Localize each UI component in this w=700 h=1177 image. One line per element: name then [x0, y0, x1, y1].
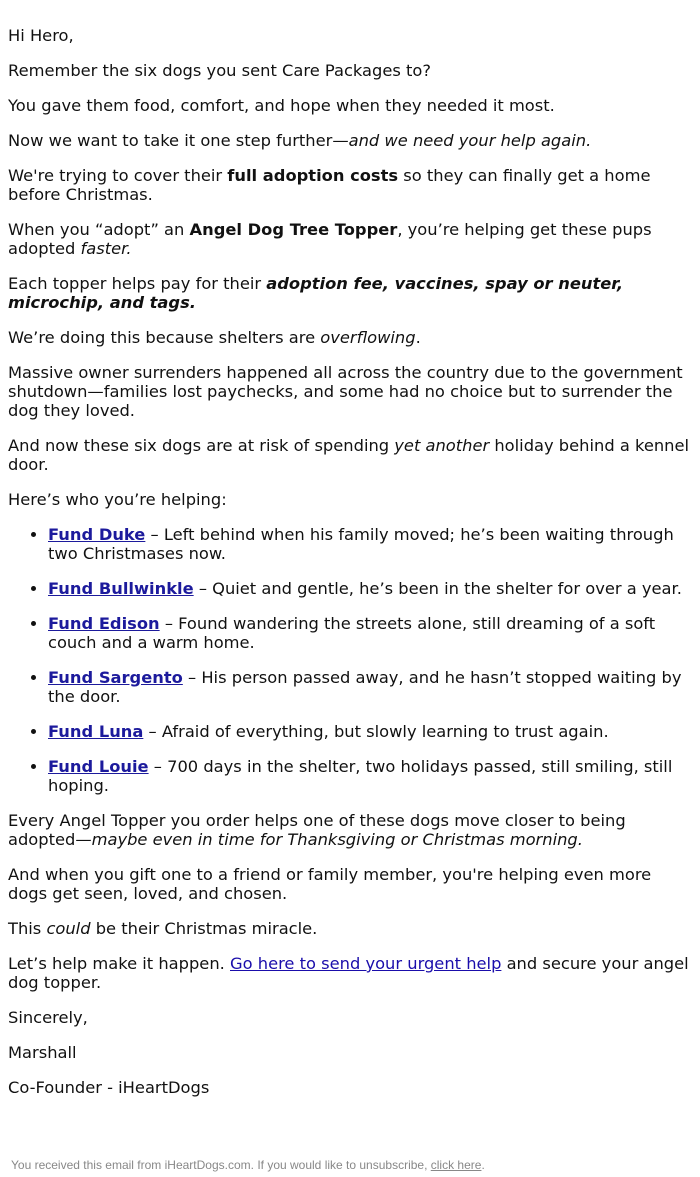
signoff: Sincerely,	[8, 1008, 88, 1027]
paragraph-andnow	[8, 436, 692, 474]
paragraph-when	[8, 220, 692, 258]
text: We’re doing this because shelters are	[8, 328, 321, 347]
emphasis: and we need your help again.	[348, 131, 592, 150]
footer-text: .	[481, 1158, 485, 1172]
text: And now these six dogs are at risk of spending	[8, 436, 395, 455]
dog-description: – Left behind when his family moved; he’s been waiting through two Christmases now.	[48, 525, 674, 563]
dog-list	[8, 525, 692, 795]
emphasis: adoption fee, vaccines, spay or neuter, microchip, and tags.	[8, 274, 624, 312]
paragraph-this	[8, 919, 692, 938]
text: Every Angel Topper you order helps one of these dogs move closer to being adopted	[8, 811, 626, 849]
unsubscribe-link[interactable]: click here	[430, 1158, 482, 1172]
text: Each topper helps pay for their	[8, 274, 267, 293]
dog-description: – 700 days in the shelter, two holidays passed, still smiling, still hoping.	[48, 757, 673, 795]
dog-description: – Found wandering the streets alone, still dreaming of a soft couch and a warm home.	[48, 614, 656, 652]
emphasis: —maybe even in time for Thanksgiving or Christmas morning.	[75, 830, 583, 849]
paragraph-every	[8, 811, 692, 849]
emphasis: faster.	[80, 239, 132, 258]
dog-description: – Quiet and gentle, he’s been in the shelter for over a year.	[193, 579, 682, 598]
list-item	[48, 525, 692, 563]
text: We're trying to cover their	[8, 166, 228, 185]
strong-text: Angel Dog Tree Topper	[189, 220, 398, 239]
text: and secure your angel dog topper.	[8, 954, 689, 992]
list-item	[48, 668, 692, 706]
text: be their Christmas miracle.	[90, 919, 318, 938]
list-item	[48, 579, 692, 598]
paragraph-doing	[8, 328, 692, 347]
paragraph-remember: Remember the six dogs you sent Care Packages to?	[8, 61, 432, 80]
fund-louie-link[interactable]: Fund Louie	[48, 757, 149, 776]
emphasis: overflowing	[320, 328, 416, 347]
paragraph-trying	[8, 166, 692, 204]
strong-text: full adoption costs	[227, 166, 399, 185]
list-item	[48, 614, 692, 652]
greeting: Hi Hero,	[8, 26, 74, 45]
paragraph-gift: And when you gift one to a friend or family member, you're helping even more dogs get seen, loved, and chosen.	[8, 865, 652, 903]
paragraph-lets	[8, 954, 692, 992]
paragraph-now	[8, 131, 692, 150]
text: Now we want to take it one step further—	[8, 131, 349, 150]
text: , you’re helping get these pups adopted	[8, 220, 652, 258]
fund-luna-link[interactable]: Fund Luna	[48, 722, 144, 741]
text: so they can finally get a home before Christmas.	[8, 166, 651, 204]
text: When you “adopt” an	[8, 220, 190, 239]
paragraph-massive: Massive owner surrenders happened all across the country due to the government shutdown—families lost paychecks, and some had no choice but to surrender the dog they loved.	[8, 363, 683, 420]
paragraph-gave: You gave them food, comfort, and hope when they needed it most.	[8, 96, 555, 115]
fund-sargento-link[interactable]: Fund Sargento	[48, 668, 183, 687]
email-body	[8, 26, 692, 1113]
text: Let’s help make it happen.	[8, 954, 230, 973]
list-item	[48, 722, 692, 741]
footer-text: You received this email from iHeartDogs.com. If you would like to unsubscribe,	[11, 1158, 431, 1172]
text: .	[415, 328, 421, 347]
dog-description: – Afraid of everything, but slowly learning to trust again.	[143, 722, 609, 741]
emphasis: yet another	[394, 436, 490, 455]
fund-edison-link[interactable]: Fund Edison	[48, 614, 160, 633]
text: holiday behind a kennel door.	[8, 436, 690, 474]
text: This	[8, 919, 47, 938]
list-item	[48, 757, 692, 795]
dog-description: – His person passed away, and he hasn’t stopped waiting by the door.	[48, 668, 682, 706]
paragraph-heres: Here’s who you’re helping:	[8, 490, 227, 509]
paragraph-each	[8, 274, 692, 312]
emphasis: could	[46, 919, 91, 938]
sender-title: Co-Founder - iHeartDogs	[8, 1078, 210, 1097]
urgent-help-link[interactable]: Go here to send your urgent help	[230, 954, 502, 973]
fund-duke-link[interactable]: Fund Duke	[48, 525, 146, 544]
sender-name: Marshall	[8, 1043, 77, 1062]
footer	[11, 1158, 691, 1172]
fund-bullwinkle-link[interactable]: Fund Bullwinkle	[48, 579, 194, 598]
